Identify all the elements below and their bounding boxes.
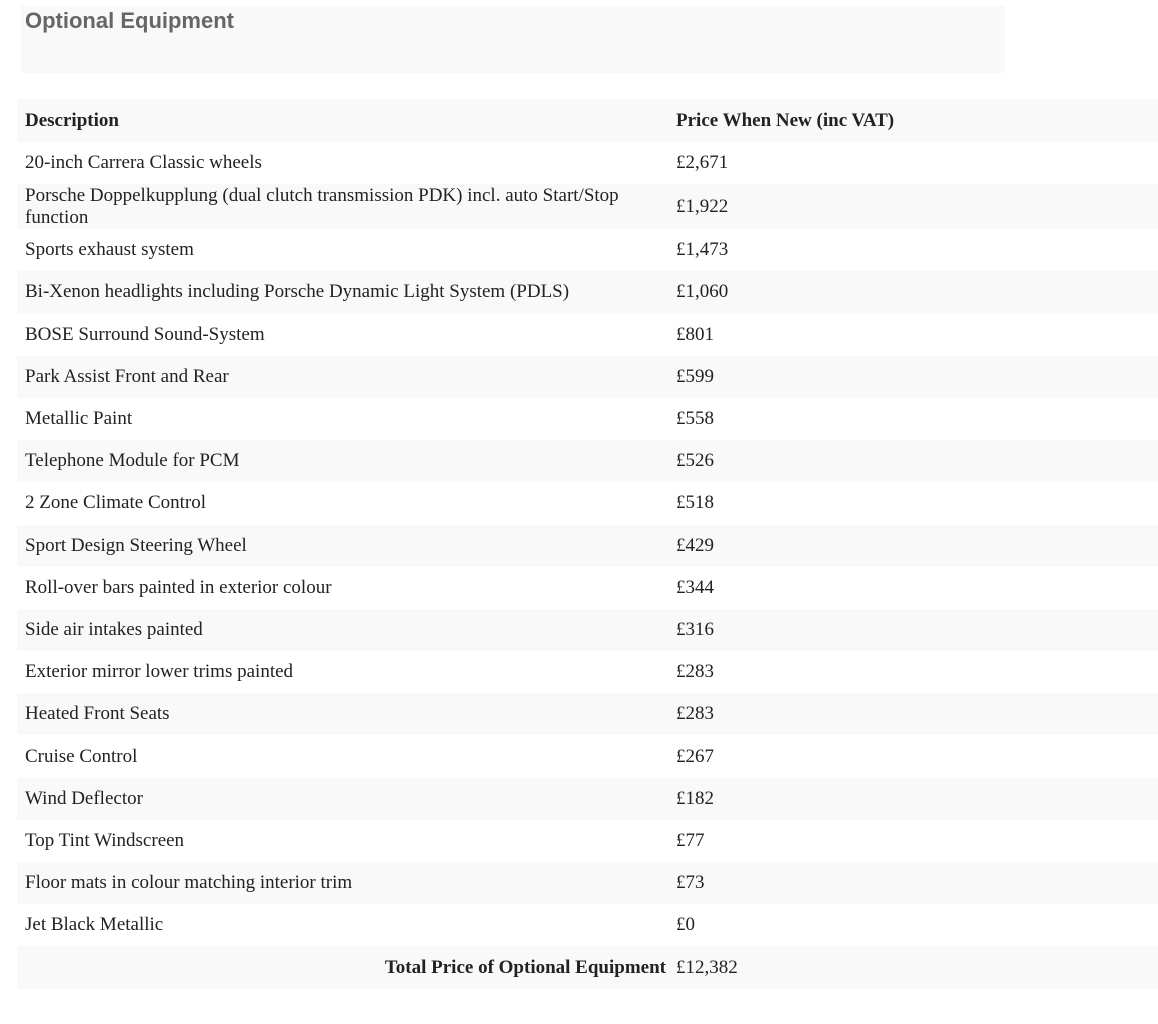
row-price: £526: [676, 450, 714, 472]
row-description: Wind Deflector: [25, 787, 143, 809]
row-price: £1,922: [676, 195, 729, 217]
row-description: Roll-over bars painted in exterior colour: [25, 576, 332, 598]
total-row: [17, 946, 1158, 989]
row-price: £77: [676, 829, 705, 851]
section-title: Optional Equipment: [25, 8, 234, 33]
table-row: [17, 142, 1158, 184]
table-row: [17, 482, 1158, 524]
total-value: £12,382: [676, 956, 738, 978]
table-row: [17, 398, 1158, 440]
row-description: Porsche Doppelkupplung (dual clutch transmission PDK) incl. auto Start/Stop function: [25, 184, 619, 228]
row-price: £344: [676, 576, 714, 598]
table-row: [17, 862, 1158, 904]
row-price: £316: [676, 618, 714, 640]
table-row: [17, 904, 1158, 946]
column-header-price: Price When New (inc VAT): [676, 109, 895, 131]
row-description: Heated Front Seats: [25, 703, 170, 725]
row-description: Jet Black Metallic: [25, 914, 164, 936]
row-price: £2,671: [676, 152, 729, 174]
table-row: [17, 184, 1158, 229]
row-description: Sport Design Steering Wheel: [25, 534, 247, 556]
row-price: £283: [676, 661, 714, 683]
row-price: £801: [676, 323, 714, 345]
section-header: [21, 6, 1005, 73]
row-description: Telephone Module for PCM: [25, 450, 240, 472]
row-description: 20-inch Carrera Classic wheels: [25, 152, 262, 174]
total-label: Total Price of Optional Equipment: [384, 956, 666, 978]
row-description: Top Tint Windscreen: [25, 829, 185, 851]
table-header-row: [17, 99, 1158, 142]
row-price: £182: [676, 787, 714, 809]
row-description: Bi-Xenon headlights including Porsche Dynamic Light System (PDLS): [25, 281, 570, 303]
row-price: £267: [676, 745, 714, 767]
column-header-description: Description: [25, 109, 119, 131]
row-price: £1,473: [676, 239, 729, 261]
table-row: [17, 440, 1158, 482]
row-price: £0: [676, 914, 695, 936]
table-row: [17, 271, 1158, 313]
table-row: [17, 820, 1158, 862]
row-description: Sports exhaust system: [25, 239, 194, 261]
table-row: [17, 651, 1158, 693]
table-row: [17, 356, 1158, 398]
table-row: [17, 567, 1158, 609]
row-description: Exterior mirror lower trims painted: [25, 661, 294, 683]
row-description: Cruise Control: [25, 745, 138, 767]
row-price: £518: [676, 492, 714, 514]
table-row: [17, 314, 1158, 356]
row-price: £283: [676, 703, 714, 725]
row-description: Park Assist Front and Rear: [25, 365, 229, 387]
table-row: [17, 609, 1158, 651]
row-price: £1,060: [676, 281, 729, 303]
row-description: 2 Zone Climate Control: [25, 492, 207, 514]
row-description: Side air intakes painted: [25, 618, 203, 640]
table-row: [17, 693, 1158, 735]
row-price: £599: [676, 365, 714, 387]
row-description: Floor mats in colour matching interior trim: [25, 872, 353, 894]
table-row: [17, 229, 1158, 271]
table-row: [17, 778, 1158, 820]
table-row: [17, 525, 1158, 567]
row-price: £429: [676, 534, 714, 556]
row-price: £558: [676, 408, 714, 430]
table-row: [17, 735, 1158, 777]
row-price: £73: [676, 872, 705, 894]
row-description: Metallic Paint: [25, 408, 133, 430]
optional-equipment-table: [17, 99, 1158, 989]
row-description: BOSE Surround Sound-System: [25, 323, 265, 345]
